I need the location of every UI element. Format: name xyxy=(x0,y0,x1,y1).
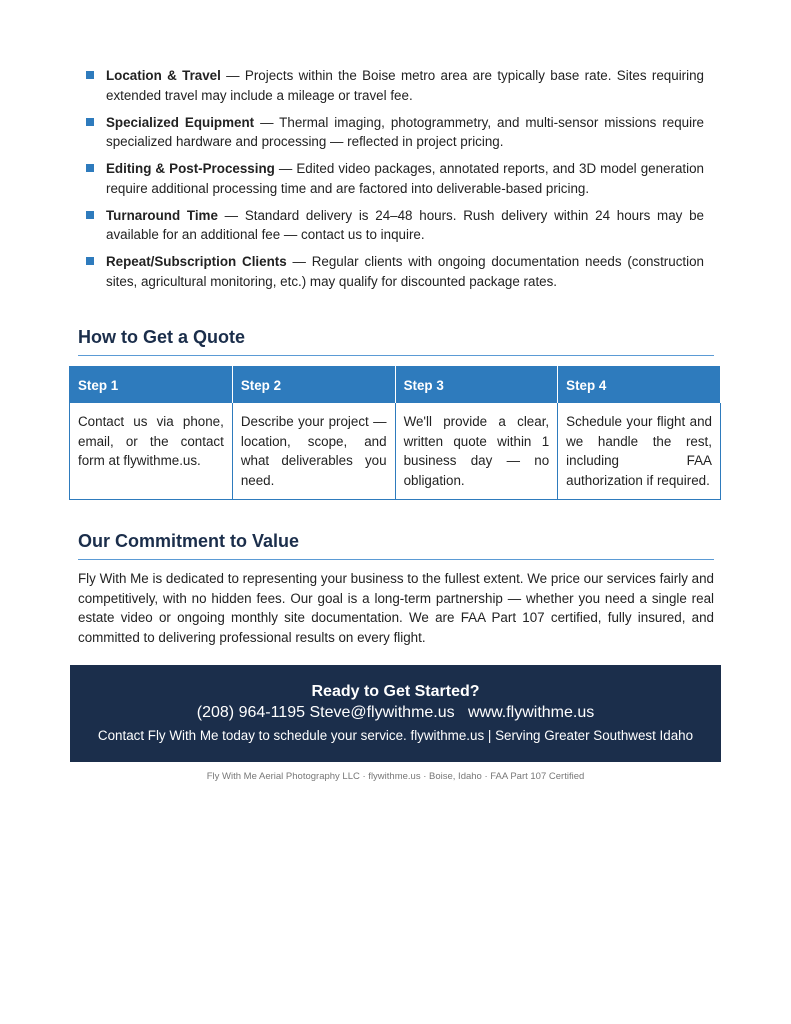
factor-title: Repeat/Subscription Clients xyxy=(106,254,287,269)
step-text: Contact us via phone, email, or the contact form at flywithme.us. xyxy=(70,403,233,500)
list-item xyxy=(86,206,704,245)
step-header: Step 3 xyxy=(395,367,558,404)
quote-steps-table xyxy=(69,366,721,500)
step-header: Step 1 xyxy=(70,367,233,404)
factor-text: — Regular clients with ongoing documentation needs (construction sites, agricultural monitoring, etc.) may qualify for discounted package rates. xyxy=(106,254,704,289)
step-text: We'll provide a clear, written quote within 1 business day — no obligation. xyxy=(395,403,558,500)
bullet-square-icon xyxy=(86,118,94,126)
cta-email[interactable]: Steve@flywithme.us xyxy=(309,704,455,721)
quote-heading: How to Get a Quote xyxy=(78,327,714,356)
list-item xyxy=(86,113,704,152)
bullet-square-icon xyxy=(86,164,94,172)
factor-text: — Thermal imaging, photogrammetry, and multi-sensor missions require specialized hardware and processing — reflected in project pricing. xyxy=(106,114,704,149)
cta-banner xyxy=(70,665,721,762)
factor-text: — Projects within the Boise metro area are typically base rate. Sites requiring extended travel may include a mileage or travel fee. xyxy=(106,68,704,103)
step-text: Describe your project — location, scope, and what deliverables you need. xyxy=(232,403,395,500)
factor-text: — Edited video packages, annotated reports, and 3D model generation require additional processing time and are factored into deliverable-based pricing. xyxy=(106,161,704,196)
factor-title: Location & Travel xyxy=(106,68,221,83)
bullet-square-icon xyxy=(86,257,94,265)
factor-title: Editing & Post-Processing xyxy=(106,161,275,176)
step-header: Step 4 xyxy=(558,367,721,404)
list-item xyxy=(86,66,704,105)
cta-contact xyxy=(70,704,721,722)
factor-title: Turnaround Time xyxy=(106,207,218,223)
step-text: Schedule your flight and we handle the rest, including FAA authorization if required. xyxy=(558,403,721,500)
list-item xyxy=(86,252,704,291)
list-item xyxy=(86,159,704,198)
page-footer: Fly With Me Aerial Photography LLC · flywithme.us · Boise, Idaho · FAA Part 107 Certified xyxy=(206,771,585,782)
bullet-square-icon xyxy=(86,211,94,219)
cta-title: Ready to Get Started? xyxy=(311,683,480,700)
commitment-heading: Our Commitment to Value xyxy=(78,531,714,560)
bullet-square-icon xyxy=(86,71,94,79)
commitment-paragraph: Fly With Me is dedicated to representing your business to the fullest extent. We price our services fairly and competitively, with no hidden fees. Our goal is a long-term partnership — whether you need a single real estate video or ongoing monthly site documentation. We are FAA Part 107 certified, fully insured, and committed to delivering professional results on every flight. xyxy=(78,571,714,645)
pricing-factors-list xyxy=(86,66,704,299)
cta-subtext: Contact Fly With Me today to schedule your service. flywithme.us | Serving Greater Southwest Idaho xyxy=(97,728,694,743)
cta-phone[interactable]: (208) 964-1195 xyxy=(196,704,305,721)
step-header: Step 2 xyxy=(232,367,395,404)
cta-website[interactable]: www.flywithme.us xyxy=(467,704,595,721)
factor-text: — Standard delivery is 24–48 hours. Rush delivery within 24 hours may be available for an additional fee — contact us to inquire. xyxy=(106,207,704,242)
factor-title: Specialized Equipment xyxy=(106,114,255,130)
